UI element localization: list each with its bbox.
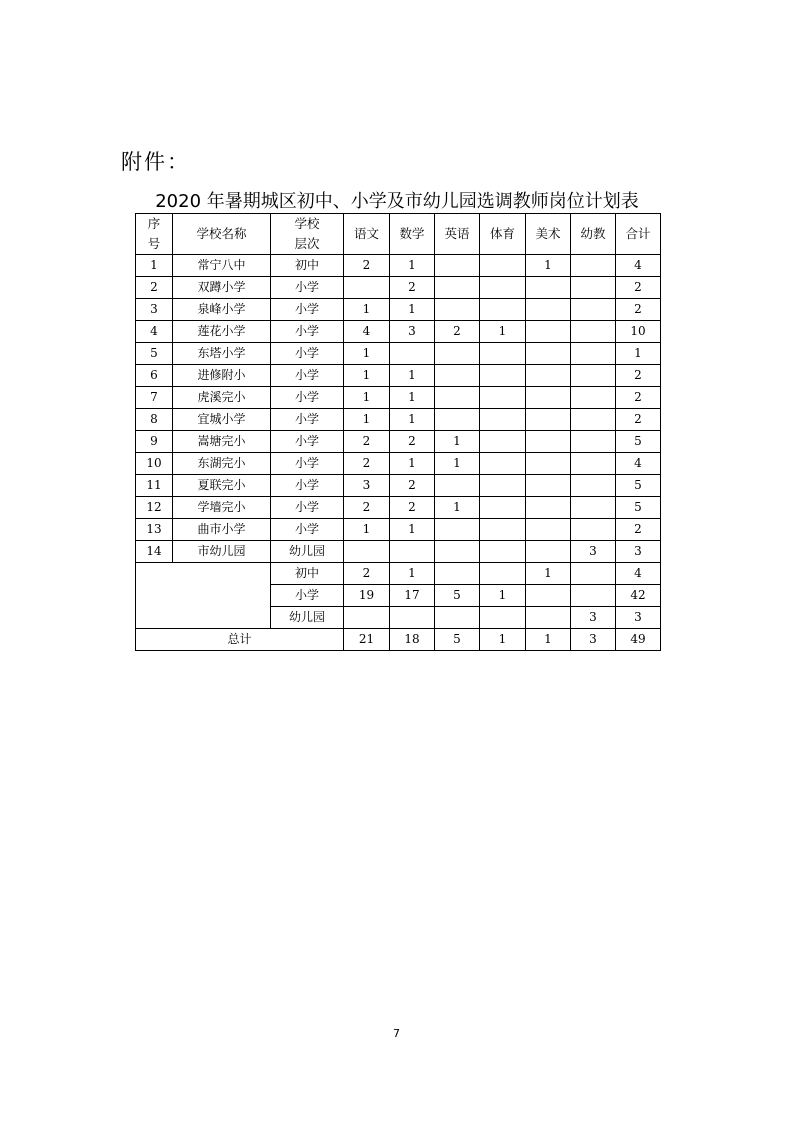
- table-row: [136, 519, 661, 541]
- value-cell: [480, 409, 526, 431]
- value-cell: [526, 299, 571, 321]
- value-cell: 4: [616, 453, 661, 475]
- subtotal-value-cell: 3: [616, 607, 661, 629]
- header-row: [136, 214, 661, 255]
- table-row: [136, 299, 661, 321]
- value-cell: 2: [616, 409, 661, 431]
- school-level-cell: 小学: [271, 387, 344, 409]
- school-level-cell: 小学: [271, 277, 344, 299]
- seq-cell: 7: [136, 387, 173, 409]
- school-name-cell: 东塔小学: [173, 343, 271, 365]
- value-cell: [480, 255, 526, 277]
- value-cell: [480, 541, 526, 563]
- school-level-cell: 小学: [271, 497, 344, 519]
- value-cell: [571, 277, 616, 299]
- value-cell: 1: [435, 497, 480, 519]
- header-art: 美术: [526, 214, 571, 255]
- subtotal-value-cell: [435, 607, 480, 629]
- seq-cell: 8: [136, 409, 173, 431]
- seq-cell: 3: [136, 299, 173, 321]
- value-cell: 5: [616, 475, 661, 497]
- subtotal-value-cell: [390, 607, 435, 629]
- value-cell: 4: [344, 321, 390, 343]
- value-cell: [344, 277, 390, 299]
- school-name-cell: 双蹲小学: [173, 277, 271, 299]
- total-value-cell: 3: [571, 629, 616, 651]
- header-seq-line2: 号: [147, 236, 161, 251]
- value-cell: [435, 365, 480, 387]
- value-cell: [480, 475, 526, 497]
- value-cell: [571, 365, 616, 387]
- total-row: [136, 629, 661, 651]
- value-cell: 1: [390, 453, 435, 475]
- school-name-cell: 曲市小学: [173, 519, 271, 541]
- value-cell: 1: [390, 387, 435, 409]
- value-cell: [526, 409, 571, 431]
- table-row: [136, 475, 661, 497]
- subtotal-value-cell: 1: [526, 563, 571, 585]
- value-cell: [526, 387, 571, 409]
- school-name-cell: 东湖完小: [173, 453, 271, 475]
- value-cell: [526, 365, 571, 387]
- subtotal-value-cell: [571, 585, 616, 607]
- value-cell: 2: [344, 497, 390, 519]
- value-cell: 1: [526, 255, 571, 277]
- value-cell: [435, 255, 480, 277]
- value-cell: 2: [616, 365, 661, 387]
- school-level-cell: 幼儿园: [271, 541, 344, 563]
- value-cell: 1: [390, 519, 435, 541]
- seq-cell: 4: [136, 321, 173, 343]
- value-cell: [480, 453, 526, 475]
- value-cell: 1: [344, 409, 390, 431]
- value-cell: 5: [616, 497, 661, 519]
- value-cell: [480, 431, 526, 453]
- value-cell: [435, 299, 480, 321]
- value-cell: 2: [616, 519, 661, 541]
- total-label-cell: 总计: [136, 629, 344, 651]
- header-level: [271, 214, 344, 255]
- table-row: [136, 321, 661, 343]
- value-cell: 5: [616, 431, 661, 453]
- total-value-cell: 18: [390, 629, 435, 651]
- value-cell: [390, 541, 435, 563]
- table-row: [136, 409, 661, 431]
- subtotal-blank-cell: [136, 563, 271, 629]
- value-cell: 1: [344, 387, 390, 409]
- subtotal-value-cell: 5: [435, 585, 480, 607]
- header-level-line1: 学校: [294, 216, 320, 231]
- value-cell: [344, 541, 390, 563]
- seq-cell: 10: [136, 453, 173, 475]
- seq-cell: 2: [136, 277, 173, 299]
- value-cell: 2: [390, 497, 435, 519]
- subtotal-value-cell: 42: [616, 585, 661, 607]
- value-cell: [526, 541, 571, 563]
- school-name-cell: 宜城小学: [173, 409, 271, 431]
- header-total: 合计: [616, 214, 661, 255]
- value-cell: [435, 343, 480, 365]
- school-name-cell: 市幼儿园: [173, 541, 271, 563]
- total-value-cell: 5: [435, 629, 480, 651]
- school-name-cell: 泉峰小学: [173, 299, 271, 321]
- value-cell: [571, 519, 616, 541]
- value-cell: [526, 519, 571, 541]
- value-cell: 1: [344, 343, 390, 365]
- school-name-cell: 学墙完小: [173, 497, 271, 519]
- header-school: 学校名称: [173, 214, 271, 255]
- table-row: [136, 255, 661, 277]
- value-cell: [480, 387, 526, 409]
- school-level-cell: 小学: [271, 431, 344, 453]
- value-cell: 1: [390, 255, 435, 277]
- value-cell: 1: [616, 343, 661, 365]
- value-cell: 1: [344, 299, 390, 321]
- value-cell: 3: [616, 541, 661, 563]
- seq-cell: 14: [136, 541, 173, 563]
- subtotal-value-cell: [480, 607, 526, 629]
- subtotal-row: [136, 563, 661, 585]
- school-name-cell: 莲花小学: [173, 321, 271, 343]
- subtotal-value-cell: [526, 607, 571, 629]
- header-english: 英语: [435, 214, 480, 255]
- value-cell: [480, 277, 526, 299]
- school-name-cell: 夏联完小: [173, 475, 271, 497]
- subtotal-level-cell: 小学: [271, 585, 344, 607]
- value-cell: 10: [616, 321, 661, 343]
- value-cell: [571, 343, 616, 365]
- subtotal-value-cell: [526, 585, 571, 607]
- header-chinese: 语文: [344, 214, 390, 255]
- value-cell: [435, 277, 480, 299]
- school-level-cell: 小学: [271, 299, 344, 321]
- subtotal-level-cell: 初中: [271, 563, 344, 585]
- value-cell: 1: [390, 365, 435, 387]
- value-cell: [526, 497, 571, 519]
- value-cell: [526, 277, 571, 299]
- seq-cell: 11: [136, 475, 173, 497]
- school-level-cell: 小学: [271, 453, 344, 475]
- value-cell: 2: [390, 431, 435, 453]
- value-cell: 1: [344, 365, 390, 387]
- value-cell: [480, 343, 526, 365]
- value-cell: 2: [390, 475, 435, 497]
- subtotal-value-cell: 19: [344, 585, 390, 607]
- subtotal-value-cell: [344, 607, 390, 629]
- page-number: 7: [393, 1027, 400, 1040]
- value-cell: 1: [390, 299, 435, 321]
- value-cell: 2: [344, 453, 390, 475]
- seq-cell: 5: [136, 343, 173, 365]
- school-level-cell: 小学: [271, 343, 344, 365]
- value-cell: [526, 475, 571, 497]
- seq-cell: 13: [136, 519, 173, 541]
- value-cell: [435, 519, 480, 541]
- seq-cell: 12: [136, 497, 173, 519]
- subtotal-value-cell: 3: [571, 607, 616, 629]
- table-row: [136, 497, 661, 519]
- school-level-cell: 小学: [271, 365, 344, 387]
- school-level-cell: 小学: [271, 409, 344, 431]
- value-cell: [571, 299, 616, 321]
- subtotal-value-cell: [571, 563, 616, 585]
- school-name-cell: 进修附小: [173, 365, 271, 387]
- value-cell: [571, 453, 616, 475]
- document-title: 2020 年暑期城区初中、小学及市幼儿园选调教师岗位计划表: [155, 191, 639, 212]
- seq-cell: 1: [136, 255, 173, 277]
- school-name-cell: 嵩塘完小: [173, 431, 271, 453]
- subtotal-value-cell: [480, 563, 526, 585]
- value-cell: 2: [344, 431, 390, 453]
- seq-cell: 6: [136, 365, 173, 387]
- value-cell: [526, 453, 571, 475]
- school-level-cell: 小学: [271, 519, 344, 541]
- value-cell: [390, 343, 435, 365]
- value-cell: 2: [616, 277, 661, 299]
- teacher-plan-table: [135, 213, 661, 651]
- table-row: [136, 453, 661, 475]
- seq-cell: 9: [136, 431, 173, 453]
- value-cell: 2: [344, 255, 390, 277]
- table-row: [136, 343, 661, 365]
- subtotal-value-cell: [435, 563, 480, 585]
- value-cell: [526, 321, 571, 343]
- value-cell: 2: [616, 299, 661, 321]
- value-cell: 4: [616, 255, 661, 277]
- value-cell: [571, 475, 616, 497]
- table-row: [136, 431, 661, 453]
- value-cell: [571, 321, 616, 343]
- total-value-cell: 1: [480, 629, 526, 651]
- subtotal-value-cell: 1: [390, 563, 435, 585]
- value-cell: 1: [435, 453, 480, 475]
- value-cell: [435, 409, 480, 431]
- header-seq: [136, 214, 173, 255]
- subtotal-value-cell: 1: [480, 585, 526, 607]
- value-cell: 1: [390, 409, 435, 431]
- value-cell: [571, 431, 616, 453]
- table-body: [136, 255, 661, 651]
- value-cell: [435, 541, 480, 563]
- school-level-cell: 小学: [271, 321, 344, 343]
- total-value-cell: 1: [526, 629, 571, 651]
- table-row: [136, 387, 661, 409]
- school-level-cell: 初中: [271, 255, 344, 277]
- school-level-cell: 小学: [271, 475, 344, 497]
- attachment-label: 附件：: [121, 150, 190, 174]
- header-level-line2: 层次: [294, 236, 320, 251]
- header-math: 数学: [390, 214, 435, 255]
- value-cell: [571, 387, 616, 409]
- table-row: [136, 365, 661, 387]
- subtotal-value-cell: 2: [344, 563, 390, 585]
- value-cell: 3: [571, 541, 616, 563]
- value-cell: [480, 365, 526, 387]
- value-cell: [435, 475, 480, 497]
- total-value-cell: 49: [616, 629, 661, 651]
- value-cell: [526, 343, 571, 365]
- value-cell: [571, 409, 616, 431]
- table-row: [136, 277, 661, 299]
- value-cell: [526, 431, 571, 453]
- table-row: [136, 541, 661, 563]
- header-seq-line1: 序: [147, 216, 161, 231]
- value-cell: [480, 497, 526, 519]
- value-cell: [571, 255, 616, 277]
- school-name-cell: 虎溪完小: [173, 387, 271, 409]
- value-cell: [435, 387, 480, 409]
- value-cell: [571, 497, 616, 519]
- total-value-cell: 21: [344, 629, 390, 651]
- value-cell: 3: [344, 475, 390, 497]
- header-preschool: 幼教: [571, 214, 616, 255]
- value-cell: 3: [390, 321, 435, 343]
- subtotal-value-cell: 4: [616, 563, 661, 585]
- school-name-cell: 常宁八中: [173, 255, 271, 277]
- value-cell: [480, 299, 526, 321]
- value-cell: [480, 519, 526, 541]
- value-cell: 1: [435, 431, 480, 453]
- value-cell: 1: [344, 519, 390, 541]
- subtotal-level-cell: 幼儿园: [271, 607, 344, 629]
- value-cell: 2: [435, 321, 480, 343]
- header-pe: 体育: [480, 214, 526, 255]
- subtotal-value-cell: 17: [390, 585, 435, 607]
- value-cell: 2: [390, 277, 435, 299]
- value-cell: 1: [480, 321, 526, 343]
- value-cell: 2: [616, 387, 661, 409]
